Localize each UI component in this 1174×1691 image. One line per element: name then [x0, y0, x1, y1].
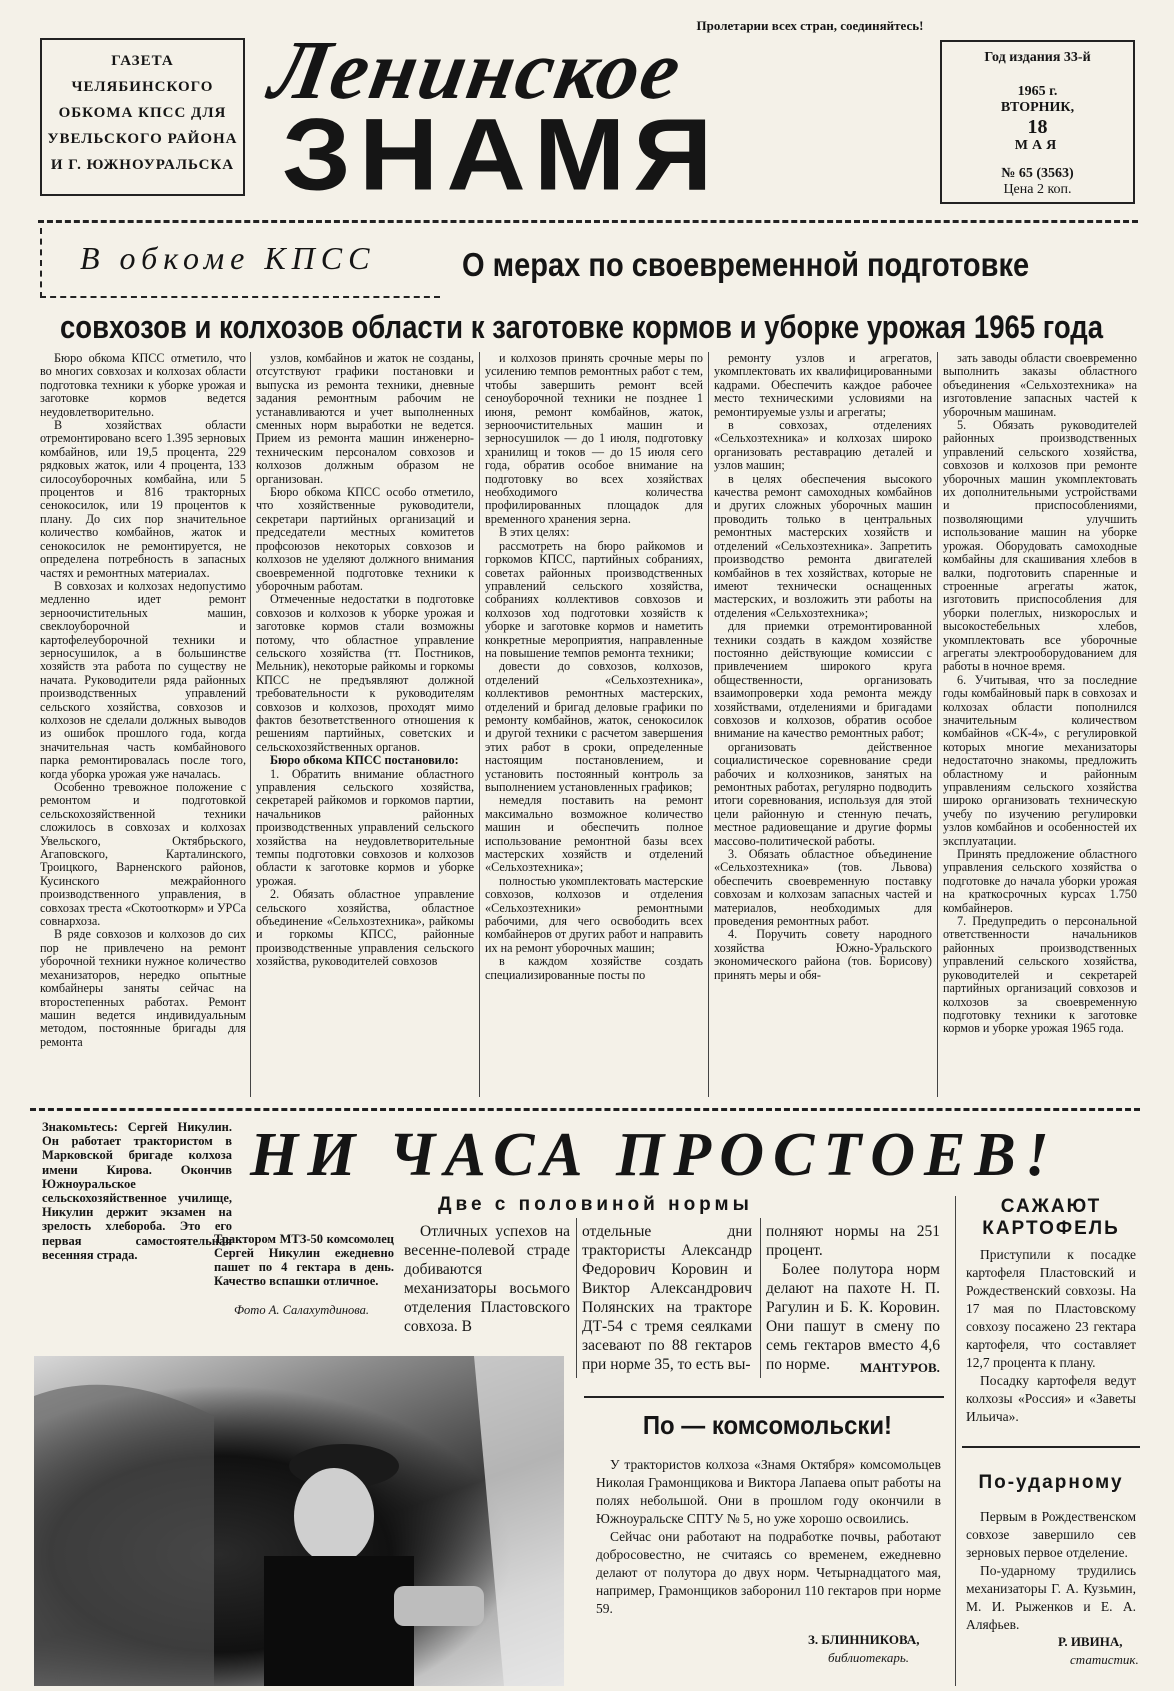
paragraph: рассмотреть на бюро райкомов и горкомов КПСС, партийных собраниях, советах районных производственных управлений сельского хозяйства, собраниях коллективов совхозов и колхозов ход подготовки хозяйств к уборке и заготовке кормов и наметить конкретные мероприятия, направленные на повышение темпов ремонта техники; [485, 538, 703, 660]
day: 18 [1027, 116, 1048, 138]
shock-signature: Р. ИВИНА, [1058, 1634, 1123, 1649]
potato-title-1: САЖАЮТ [1000, 1196, 1102, 1217]
paragraph: Приступили к посадке картофеля Пластовский и Рождественский совхозы. На 17 мая по Пластовскому совхозу посажено 23 гектара картофеля, что составляет 12,7 процента к плану. [966, 1247, 1136, 1370]
two-norms-column-3 [766, 1222, 940, 1382]
paragraph: 7. Предупредить о персональной ответственности начальников районных производственных управлений сельского хозяйства, руководителей и секретарей партийных организаций совхозов и колхозов за своевременную подготовку техники к заготовке кормов и уборке урожая 1965 года. [943, 914, 1137, 1036]
paragraph: Отмеченные недостатки в подготовке совхозов и колхозов к уборке урожая и заготовке кормов стали возможны потому, что областное управление сельского хозяйства (тт. Постников, Мельник), некоторые райкомы и горкомы КПСС не предъявляют должной требовательности к руководителям совхозов и колхозов, проходят мимо фактов безответственного отношения к решениям партийных, советских и сельскохозяйственных органов. [256, 592, 474, 754]
paragraph: 3. Обязать областное объединение «Сельхозтехника» (тов. Львова) обеспечить своевременную поставку совхозам и колхозам запасных частей и материалов, необходимых для проведения ремонтных работ. [714, 847, 932, 929]
paragraph: Особенно тревожное положение с ремонтом и подготовкой сельскохозяйственной техники сложилось в совхозах и колхозах Увельского, Октябрьского, Агаповского, Карталинского, Троицкого, Варненского районов, Кусинского межрайонного производственного управления, в совхозах треста «Скотооткорм» и УРСа совнархоза. [40, 780, 246, 929]
date-year: 1965 г. [1017, 84, 1058, 99]
potato-text [966, 1246, 1136, 1436]
intro-text: Знакомьтесь: Сергей Никулин. Он работает трактористом в Марковской бригаде колхоза имени Кирова. Окончив Южноуральское сельскохозяйственное училище, Никулин держит экзамен на зрелость хлебороба. Это его первая самостоятельная весенняя страда. [42, 1120, 232, 1262]
masthead-divider [38, 220, 1138, 223]
paragraph: В хозяйствах области отремонтировано всего 1.395 зерновых комбайнов, или 19,5 процента, 229 рядковых жаток, или 4 процента, 133 силосоуборочных комбайна, или 5 процентов и 816 тракторных сенокосилок, или 19 процентов к плану. До сих пор значительное количество комбайнов, жаток и сенокосилок не ремонтируется, не определена потребность в запасных частях и ремонтных материалах. [40, 418, 246, 580]
publisher-line: И Г. ЮЖНОУРАЛЬСКА [50, 157, 235, 173]
rule [584, 1396, 944, 1398]
section-divider [30, 1108, 1140, 1111]
column-rule [479, 352, 480, 1097]
paragraph: ремонту узлов и агрегатов, укомплектовать их квалифицированными кадрами. Обеспечить каждое рабочее место техническими условиями на ремонтируемые узлы и агрегаты; [714, 352, 932, 419]
lead-column-2 [256, 352, 474, 1100]
paragraph: Более полутора норм делают на пахоте Н. П. Рагулин и Б. К. Коровин. Они пашут в смену по семь гектаров вместо 4,6 по норме. [766, 1261, 940, 1373]
shock-signature-role: статистик. [1070, 1652, 1139, 1667]
paragraph: 4. Поручить совету народного хозяйства Южно-Уральского экономического района (тов. Борисову) принять меры и обя- [714, 927, 932, 982]
weekday: ВТОРНИК, [1000, 100, 1075, 115]
komsomol-title: По — комсомольски! [642, 1410, 893, 1440]
rubric: В обкоме КПСС [80, 240, 376, 276]
photo-caption: Трактором МТЗ-50 комсомолец Сергей Никулин ежедневно пашет по 4 гектара в день. Качество вспашки отличное. [214, 1232, 394, 1288]
paragraph: По-ударному трудились механизаторы Г. А. Кузьмин, М. И. Рыженков и Е. А. Аляфьев. [966, 1563, 1136, 1632]
photo-credit: Фото А. Салахутдинова. [234, 1303, 369, 1317]
paragraph: У трактористов колхоза «Знамя Октября» комсомольцев Николая Грамонщикова и Виктора Лапаева опыт работы на полях небольшой. Они в прошлом году окончили в Южноуральске СПТУ № 5, но уже хорошо освоились. [596, 1457, 941, 1526]
two-norms-signature: МАНТУРОВ. [860, 1360, 940, 1375]
publisher-line: ОБКОМА КПСС ДЛЯ [58, 105, 227, 121]
paragraph: организовать действенное социалистическое соревнование среди рабочих и колхозников, занятых на ремонтных работах, регулярно подводить итоги соревнования, используя для этой цели районную и стенную печать, местное радиовещание и другие формы массово-политической работы. [714, 739, 932, 848]
paragraph: Посадку картофеля ведут колхозы «Россия» и «Заветы Ильича». [966, 1373, 1136, 1424]
paragraph: в совхозах, отделениях «Сельхозтехника» и колхозах широко организовать реставрацию деталей и узлов машин; [714, 418, 932, 473]
paragraph: для приемки отремонтированной техники создать в каждом хозяйстве постоянно действующие комиссии с привлечением широкого круга общественности, организовать взаимопроверки хода ремонта между хозяйствами, отделениями и бригадами совхозов и колхозов, обратив особое внимание на качество ремонтных работ; [714, 619, 932, 741]
paragraph: Первым в Рождественском совхозе завершило сев зерновых первое отделение. [966, 1509, 1136, 1560]
paragraph: Принять предложение областного управления сельского хозяйства о подготовке до начала уборки урожая на краткосрочных курсах 1.750 комбайнеров. [943, 847, 1137, 915]
price: Цена 2 коп. [1003, 182, 1072, 197]
lead-column-3 [485, 352, 703, 1100]
paragraph: 6. Учитывая, что за последние годы комбайновый парк в совхозах и колхозах области пополнился значительным количеством комбайнов «СК-4», с регулировкой которых многие механизаторы недостаточно знакомы, предложить областному и районным управлениям сельского хозяйства широко организовать техническую учебу по изучению регулировки узлов комбайнов и особенностей их эксплуатации. [943, 672, 1137, 848]
komsomol-text [596, 1456, 941, 1626]
two-norms-column-2: отдельные дни трактористы Александр Федорович Коровин и Виктор Александрович Полянских на тракторе ДТ-54 с тремя сеялками засевают по 88 гектаров при норме 35, то есть вы- [582, 1223, 752, 1373]
column-rule [955, 1196, 956, 1686]
headline-line2: совхозов и колхозов области к заготовке кормов и уборке урожая 1965 года [60, 309, 1104, 345]
headline-line1: О мерах по своевременной подготовке [462, 246, 1030, 283]
paragraph: В этих целях: [499, 525, 570, 540]
publisher-box [40, 38, 245, 196]
column-rule [250, 352, 251, 1097]
paragraph: немедля поставить на ремонт максимально возможное количество машин и обеспечить полное использование ремонтной базы всех мастерских хозяйств и отделений «Сельхозтехника»; [485, 793, 703, 875]
paragraph: Отличных успехов на весенне-полевой страде добиваются механизаторы восьмого отделения Пластовского совхоза. В [404, 1223, 570, 1335]
potato-title-2: КАРТОФЕЛЬ [982, 1218, 1120, 1239]
column-rule [760, 1218, 761, 1378]
paragraph: полностью укомплектовать мастерские совхозов, колхозов и отделения «Сельхозтехники» ремонтными рабочими, для чего освободить всех комбайнеров от других работ и направить их на ремонт уборочных машин; [485, 873, 703, 955]
paragraph: Сейчас они работают на подработке почвы, работают добросовестно, не считаясь со временем, ежедневно делают от полутора до двух норм. Четырнадцатого мая, например, Грамонщиков заборонил 110 гектаров при норме 59. [596, 1529, 941, 1616]
paragraph: узлов, комбайнов и жаток не созданы, отсутствуют графики постановки и выпуска из ремонта техники, дневные задания ремонтным рабочим не устанавливаются и учет выполненных сменных норм выработки не ведется. Прием из ремонта машин инженерно-техническим персоналом совхозов и колхозов должным образом не организован. [256, 352, 474, 486]
publisher-line: УВЕЛЬСКОГО РАЙОНА [47, 131, 238, 147]
paragraph: полняют нормы на 251 процент. [766, 1223, 940, 1259]
two-norms-column-1 [404, 1222, 570, 1347]
masthead-title-line2: ЗНАМЯ [282, 97, 721, 212]
column-rule [937, 352, 938, 1097]
paragraph: довести до совхозов, колхозов, отделений «Сельхозтехника», коллективов ремонтных мастерских, отделений и бригад деловые графики по ремонту комбайнов, жаток, сенокосилок и другой техники с расчетом завершения этих работ в сроки, определенные настоящим постановлением, и установить постоянный контроль за выполнением установленных графиков; [485, 659, 703, 794]
lead-column-1 [40, 352, 246, 1100]
lead-column-4 [714, 352, 932, 1100]
paragraph: в каждом хозяйстве создать специализированные посты по [485, 954, 703, 982]
paragraph: 5. Обязать руководителей районных производственных управлений сельского хозяйства, совхозов и колхозов при ремонте уборочных машин укомплектовать их дополнительными устройствами и приспособлениями, позволяющими улучшить использование машин на уборке урожая. Оборудовать самоходные комбайны для скашивания хлебов в валки, подготовить спаренные и строенные агрегаты жаток, изготовить приспособления для уборки полеглых, низкорослых и высокостебельных хлебов, укомплектовать все уборочные агрегаты электрооборудованием для работы в ночное время. [943, 418, 1137, 674]
publisher-line: ЧЕЛЯБИНСКОГО [71, 79, 214, 95]
paragraph: зать заводы области своевременно выполнить заказы областного объединения «Сельхозтехника» на изготовление запасных частей к уборочным машинам. [943, 352, 1137, 419]
paragraph: Бюро обкома КПСС отметило, что во многих совхозах и колхозах области подготовка техники к уборке урожая и заготовке кормов ведется неудовлетворительно. [40, 352, 246, 419]
year-of-publication: Год издания 33-й [984, 50, 1091, 65]
paragraph: В совхозах и колхозах недопустимо медленно идет ремонт зерноочистительных машин, свеклоуборочной и картофелеуборочной техники и зерносушилок, а в большинстве хозяйств эта работа по существу не начата. Руководители ряда районных производственных управлений сельского хозяйства, совхозов и колхозов не сделали должных выводов из ошибок прошлого года, когда значительная часть комбайнового парка ремонтировалась после того, когда уборка урожая уже началась. [40, 578, 246, 781]
masthead-title-line1: Ленинское [263, 24, 690, 117]
paragraph: Бюро обкома КПСС особо отметило, что хозяйственные руководители, секретари партийных организаций и председатели местных комитетов профсоюзов некоторых совхозов и колхозов не уделяют должного внимания своевременной подготовке техники к уборочным работам. [256, 485, 474, 593]
komsomol-signature: З. БЛИННИКОВА, [808, 1632, 920, 1647]
rule [962, 1446, 1140, 1448]
two-norms-title: Две с половиной нормы [438, 1194, 753, 1215]
issue-box [940, 40, 1135, 204]
shock-text [966, 1508, 1136, 1638]
paragraph: Бюро обкома КПСС постановило: [270, 753, 459, 768]
lead-column-5 [943, 352, 1137, 1100]
paragraph: В ряде совхозов и колхозов до сих пор не привлечено на ремонт уборочной техники нужное количество механизаторов, нередко опытные комбайнеры заняты сейчас на второстепенных работах. Ремонт машин ведется индивидуальным методом, постоянные бригады для ремонта [40, 927, 246, 1049]
photo-illustration [34, 1356, 564, 1686]
paragraph: 1. Обратить внимание областного управления сельского хозяйства, секретарей райкомов и горкомов партии, начальников районных производственных управлений сельского хозяйства на неудовлетворительные темпы подготовки совхозов и колхозов области к заготовке кормов и уборке урожая. [256, 766, 474, 888]
photo-tractor-driver [34, 1356, 564, 1686]
column-rule [576, 1218, 577, 1378]
slogan: Пролетарии всех стран, соединяйтесь! [696, 18, 924, 33]
komsomol-signature-role: библиотекарь. [828, 1650, 910, 1665]
paragraph: и колхозов принять срочные меры по усилению темпов ремонтных работ с тем, чтобы завершить ремонт всей сеноуборочной техники не позднее 1 июня, ремонт комбайнов, жаток, зерноочистительных машин и зерносушилок — до 1 июля, подготовку хранилищ и токов — до 15 июля сего года, обратив особое внимание на подготовку во всех хозяйствах необходимого количества профилированных площадок для временного хранения зерна. [485, 352, 703, 526]
month: МАЯ [1014, 138, 1061, 153]
paragraph: 2. Обязать областное управление сельского хозяйства, областное объединение «Сельхозтехника», райкомы и горкомы КПСС, районные производственные управления сельского хозяйства, руководителей совхозов [256, 887, 474, 969]
column-rule [708, 352, 709, 1097]
publisher-line: ГАЗЕТА [111, 53, 174, 69]
issue-number: № 65 (3563) [1001, 166, 1074, 181]
shock-title: По-ударному [978, 1472, 1124, 1493]
paragraph: в целях обеспечения высокого качества ремонт самоходных комбайнов и других сложных уборочных машин проводить только в центральных ремонтных мастерских хозяйств и отделений «Сельхозтехника». Запретить производство ремонта двигателей комбайнов в тех хозяйствах, которые не имеют технически оснащенных мастерских, и возложить эти работы на отделения «Сельхозтехника»; [714, 471, 932, 620]
big-headline: НИ ЧАСА ПРОСТОЕВ! [250, 1121, 1058, 1189]
